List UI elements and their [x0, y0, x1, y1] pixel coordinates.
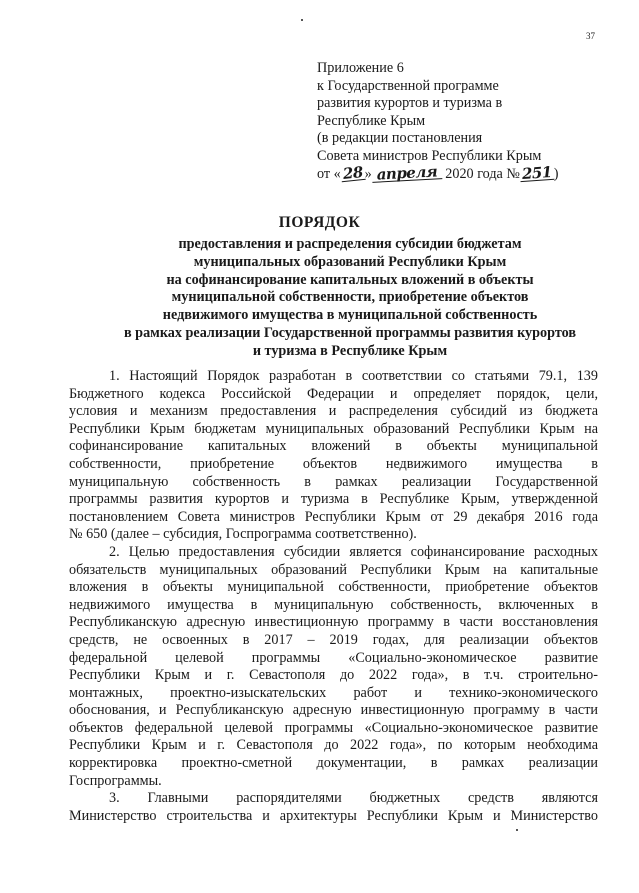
date-suffix: ): [553, 165, 559, 182]
document-subtitle: [100, 236, 600, 361]
paragraph-line: условия и механизм предоставления и распределения субсидий из бюджета: [69, 403, 598, 420]
handwritten-month: апреля: [371, 164, 442, 183]
appendix-line: развития курортов и туризма в: [317, 95, 503, 112]
appendix-line: Совета министров Республики Крым: [317, 147, 542, 164]
paragraph-line: вложения в объекты муниципальной собственности, приобретение объектов: [69, 579, 598, 596]
appendix-date-line: [317, 161, 617, 184]
subtitle-line: недвижимого имущества в муниципальной собственность: [162, 307, 538, 324]
paragraph-line: софинансирование капитальных вложений в объекты муниципальной: [69, 438, 598, 455]
paragraph-line: муниципальную собственность в рамках реализации Государственной: [69, 473, 598, 490]
appendix-line: к Государственной программе: [317, 77, 499, 94]
paragraph-1: [69, 368, 598, 544]
subtitle-line: на софинансирование капитальных вложений в объекты: [166, 271, 534, 288]
paragraph-line: Республики Крым и г. Севастополя до 2022 года», по которым необходима: [69, 737, 598, 754]
paragraph-line: № 650 (далее – субсидия, Госпрограмма соответственно).: [69, 526, 417, 543]
page-number: 37: [586, 31, 595, 41]
paragraph-line: обязательств муниципальных образований Республики Крым на капитальные: [69, 561, 598, 578]
paragraph-line: 3. Главными распорядителями бюджетных средств являются: [109, 790, 598, 807]
date-middle: »: [364, 165, 372, 182]
appendix-line: (в редакции постановления: [317, 130, 483, 147]
paragraph-2: [69, 544, 598, 790]
paragraph-line: постановлением Совета министров Республики Крым от 29 декабря 2016 года: [69, 508, 598, 525]
document-title: ПОРЯДОК: [278, 214, 361, 231]
paragraph-line: монтажных, проектно-изыскательских работ и технико-экономического: [69, 684, 598, 701]
paragraph-line: 2. Целью предоставления субсидии является софинансирование расходных: [109, 543, 598, 560]
subtitle-line: муниципальной собственности, приобретение объектов: [171, 289, 529, 306]
paragraph-line: Республики Крым бюджетам муниципальных образований Республики Крым на: [69, 420, 598, 437]
date-prefix: от «: [317, 165, 341, 182]
paragraph-line: собственности, приобретение объектов недвижимого имущества в: [69, 455, 598, 472]
scan-speck: [516, 829, 518, 831]
paragraph-line: Республики Крым и г. Севастополя до 2022 года», в т.ч. строительно-: [69, 667, 598, 684]
paragraph-line: Республиканскую адресную инвестиционную программу в части восстановления: [69, 614, 598, 631]
paragraph-line: программы развития курортов и туризма в Республике Крым, утвержденной: [69, 491, 598, 508]
paragraph-line: недвижимого имущества в муниципальную собственность, включенных в: [69, 596, 598, 613]
document-body: [69, 368, 598, 825]
paragraph-line: Бюджетного кодекса Российской Федерации и определяет порядок, цели,: [69, 385, 598, 402]
handwritten-day: 28: [341, 162, 364, 183]
paragraph-line: Министерство строительства и архитектуры Республики Крым и Министерство: [69, 807, 598, 824]
appendix-block: [317, 60, 617, 183]
subtitle-line: и туризма в Республике Крым: [252, 342, 448, 359]
handwritten-number: 251: [521, 162, 553, 183]
appendix-line: Республике Крым: [317, 112, 426, 129]
appendix-line: Приложение 6: [317, 60, 404, 76]
paragraph-line: 1. Настоящий Порядок разработан в соответствии со статьями 79.1, 139: [109, 368, 598, 384]
paragraph-line: Госпрограммы.: [69, 772, 162, 789]
subtitle-line: муниципальных образований Республики Крым: [193, 253, 507, 270]
date-year: 2020 года №: [445, 165, 520, 182]
paragraph-3: [69, 790, 598, 825]
paragraph-line: объектов федеральной целевой программы «Социально-экономическое развитие: [69, 719, 598, 736]
paragraph-line: средств, не освоенных в 2017 – 2019 годах, для реализации объектов: [69, 631, 598, 648]
paragraph-line: федеральной целевой программы «Социально-экономическое развитие: [69, 649, 598, 666]
scan-speck: [301, 19, 303, 21]
subtitle-line: предоставления и распределения субсидии бюджетам: [178, 236, 522, 252]
paragraph-line: корректировка проектно-сметной документации, в рамках реализации: [69, 755, 598, 772]
paragraph-line: обоснования, и Республиканскую адресную инвестиционную программу в части: [69, 702, 598, 719]
subtitle-line: в рамках реализации Государственной программы развития курортов: [123, 324, 577, 341]
